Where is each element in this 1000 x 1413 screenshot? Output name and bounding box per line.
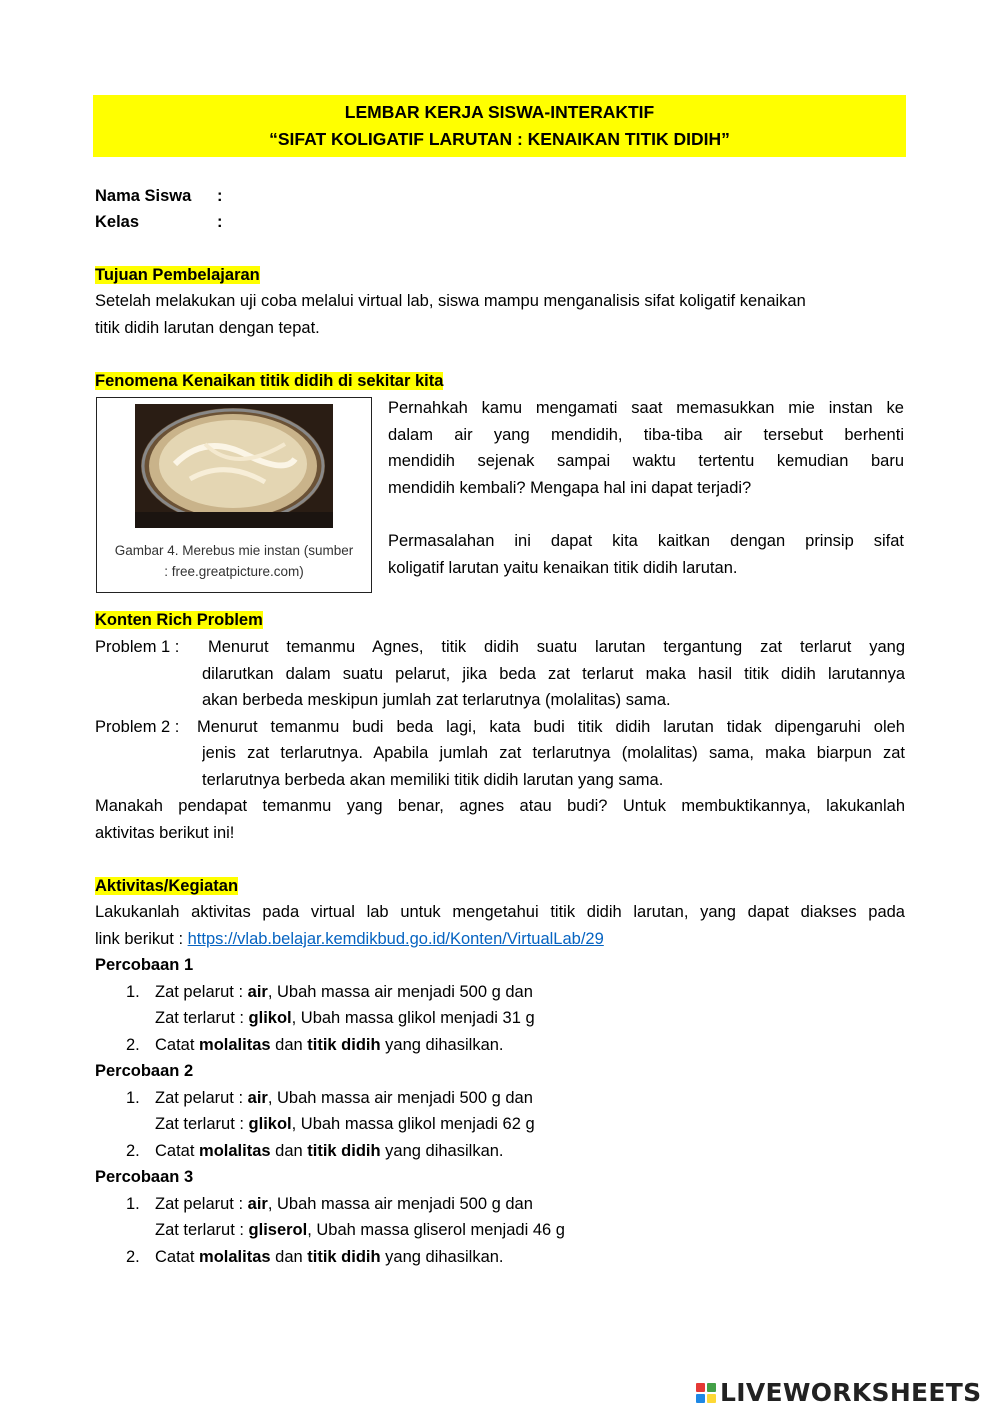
liveworksheets-logo[interactable] xyxy=(696,1377,982,1407)
percobaan-2-num-2: 2. xyxy=(126,1142,140,1160)
percobaan-2-title: Percobaan 2 xyxy=(95,1062,194,1080)
konten-closing-line2: aktivitas berikut ini! xyxy=(95,824,235,842)
problem1-label: Problem 1 : xyxy=(95,638,180,656)
worksheet-title-line1: LEMBAR KERJA SISWA-INTERAKTIF xyxy=(344,102,655,122)
aktivitas-link-row xyxy=(95,926,604,953)
section-heading-tujuan: Tujuan Pembelajaran xyxy=(95,266,260,284)
section-heading-aktivitas: Aktivitas/Kegiatan xyxy=(95,877,239,895)
pot-illustration xyxy=(135,404,333,528)
fenomena-p1-line4: mendidih kembali? Mengapa hal ini dapat terjadi? xyxy=(388,478,752,497)
tujuan-line1: Setelah melakukan uji coba melalui virtual lab, siswa mampu menganalisis sifat koligatif kenaikan xyxy=(95,292,806,310)
percobaan-1-pelarut: Zat pelarut : air, Ubah massa air menjadi 500 g dan xyxy=(155,983,533,1001)
problem2-label: Problem 2 : xyxy=(95,718,180,736)
aktivitas-line1: Lakukanlah aktivitas pada virtual lab untuk mengetahui titik didih larutan, yang dapat diakses pada xyxy=(95,903,905,921)
percobaan-3-title: Percobaan 3 xyxy=(95,1168,194,1186)
logo-square-1 xyxy=(696,1383,705,1392)
aktivitas-link-prefix: link berikut : xyxy=(95,930,188,948)
percobaan-2-pelarut: Zat pelarut : air, Ubah massa air menjadi 500 g dan xyxy=(155,1089,533,1107)
percobaan-1-num-2: 2. xyxy=(126,1036,140,1054)
percobaan-2-num-1: 1. xyxy=(126,1089,140,1107)
fenomena-p2-line1: Permasalahan ini dapat kita kaitkan dengan prinsip sifat xyxy=(388,532,904,550)
logo-square-2 xyxy=(707,1383,716,1392)
virtual-lab-link[interactable]: https://vlab.belajar.kemdikbud.go.id/Konten/VirtualLab/29 xyxy=(187,930,604,948)
boiling-noodles-photo xyxy=(135,404,333,528)
percobaan-1-title: Percobaan 1 xyxy=(95,956,194,974)
student-name-row xyxy=(95,183,223,210)
section-heading-konten: Konten Rich Problem xyxy=(95,611,263,629)
problem2-line1: Menurut temanmu budi beda lagi, kata budi titik didih larutan tidak dipengaruhi oleh xyxy=(197,718,905,736)
fenomena-p2-line2: koligatif larutan yaitu kenaikan titik didih larutan. xyxy=(388,558,738,577)
fenomena-paragraph-2 xyxy=(388,528,904,581)
class-colon: : xyxy=(217,213,223,231)
worksheet-title-line2: “SIFAT KOLIGATIF LARUTAN : KENAIKAN TITIK DIDIH” xyxy=(269,129,730,149)
section-heading-fenomena: Fenomena Kenaikan titik didih di sekitar kita xyxy=(95,372,444,390)
student-name-label: Nama Siswa xyxy=(95,187,192,205)
fenomena-paragraph-1 xyxy=(388,395,904,501)
konten-closing-line1: Manakah pendapat temanmu yang benar, agnes atau budi? Untuk membuktikannya, lakukanlah xyxy=(95,797,905,815)
figure-caption-line1: Gambar 4. Merebus mie instan (sumber xyxy=(114,543,354,558)
percobaan-3-catat: Catat molalitas dan titik didih yang dihasilkan. xyxy=(155,1248,504,1266)
worksheet-title-banner xyxy=(93,95,906,157)
percobaan-1-num-1: 1. xyxy=(126,983,140,1001)
logo-square-4 xyxy=(707,1394,716,1403)
figure-caption xyxy=(105,540,363,582)
percobaan-1-terlarut: Zat terlarut : glikol, Ubah massa glikol menjadi 31 g xyxy=(155,1009,535,1027)
problem2-line3: terlarutnya berbeda akan memiliki titik didih larutan yang sama. xyxy=(202,771,664,789)
percobaan-3-num-2: 2. xyxy=(126,1248,140,1266)
percobaan-2-catat: Catat molalitas dan titik didih yang dihasilkan. xyxy=(155,1142,504,1160)
figure-box xyxy=(96,397,372,593)
problem1-line3: akan berbeda meskipun jumlah zat terlarutnya (molalitas) sama. xyxy=(202,691,671,709)
fenomena-p1-line2: dalam air yang mendidih, tiba-tiba air tersebut berhenti xyxy=(388,425,904,444)
problem1-line2: dilarutkan dalam suatu pelarut, jika beda zat terlarut maka hasil titik didih larutannya xyxy=(202,665,905,683)
problem1-line1: Menurut temanmu Agnes, titik didih suatu larutan tergantung zat terlarut yang xyxy=(208,638,905,656)
fenomena-p1-line3: mendidih sejenak sampai waktu tertentu kemudian baru xyxy=(388,452,904,470)
student-name-colon: : xyxy=(217,187,223,205)
class-row xyxy=(95,209,223,236)
figure-caption-line2: : free.greatpicture.com) xyxy=(164,564,304,579)
liveworksheets-logo-icon xyxy=(696,1383,716,1403)
percobaan-3-num-1: 1. xyxy=(126,1195,140,1213)
problem2-line2: jenis zat terlarutnya. Apabila jumlah zat terlarutnya (molalitas) sama, maka biarpun zat xyxy=(202,744,905,762)
fenomena-p1-line1: Pernahkah kamu mengamati saat memasukkan mie instan ke xyxy=(388,399,904,417)
percobaan-2-terlarut: Zat terlarut : glikol, Ubah massa glikol menjadi 62 g xyxy=(155,1115,535,1133)
tujuan-line2: titik didih larutan dengan tepat. xyxy=(95,319,320,337)
liveworksheets-logo-text: LIVEWORKSHEETS xyxy=(720,1377,982,1407)
logo-square-3 xyxy=(696,1394,705,1403)
class-label: Kelas xyxy=(95,213,140,231)
percobaan-1-catat: Catat molalitas dan titik didih yang dihasilkan. xyxy=(155,1036,504,1054)
percobaan-3-pelarut: Zat pelarut : air, Ubah massa air menjadi 500 g dan xyxy=(155,1195,533,1213)
percobaan-3-terlarut: Zat terlarut : gliserol, Ubah massa gliserol menjadi 46 g xyxy=(155,1221,565,1239)
